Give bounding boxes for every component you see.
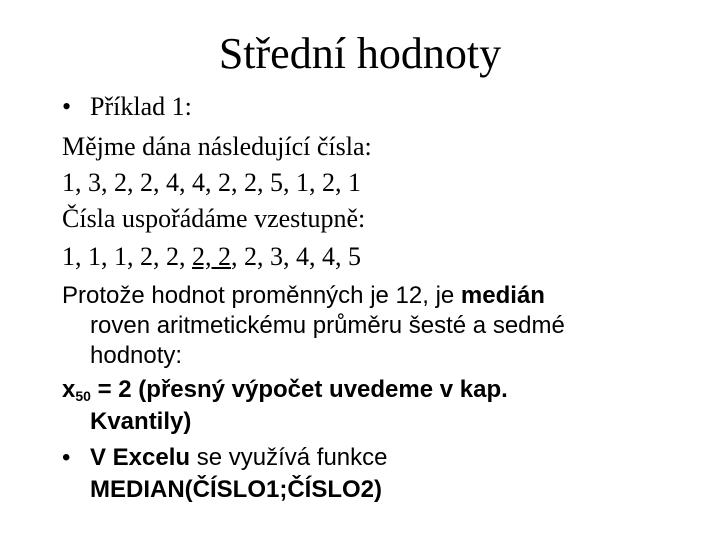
explanation-line-3: hodnoty: (90, 342, 183, 369)
formula-rest: = 2 (přesný výpočet uvedeme v kap. (90, 376, 508, 403)
example-label: Příklad 1: (90, 92, 192, 121)
excel-term: V Excelu (90, 444, 191, 471)
bullet-excel (62, 444, 388, 472)
numbers-line: 1, 3, 2, 2, 4, 4, 2, 2, 5, 1, 2, 1 (62, 168, 361, 197)
bullet-dot: • (62, 444, 71, 471)
sorted-after: , 2, 3, 4, 4, 5 (231, 242, 361, 271)
explanation-text: Protože hodnot proměnných je 12, je (62, 282, 461, 309)
formula-line-1 (62, 376, 508, 404)
sorted-numbers-line (62, 242, 361, 272)
sorted-middle-underlined: 2, 2 (192, 242, 231, 271)
bullet-dot: • (62, 92, 72, 121)
formula-var: x (62, 376, 76, 403)
bullet-example (62, 92, 192, 122)
formula-subscript: 50 (75, 388, 91, 404)
median-function: MEDIAN(ČÍSLO1;ČÍSLO2) (90, 476, 383, 503)
explanation-line-2: roven aritmetickému průměru šesté a sedmé (90, 312, 565, 339)
sorted-before: 1, 1, 1, 2, 2, (62, 242, 192, 271)
intro-line: Mějme dána následující čísla: (62, 132, 372, 161)
median-term: medián (460, 282, 545, 309)
slide-title: Střední hodnoty (218, 29, 502, 78)
excel-text: se využívá funkce (190, 444, 388, 471)
formula-line-2: Kvantily) (90, 408, 192, 435)
sort-label-line: Čísla uspořádáme vzestupně: (62, 204, 366, 233)
explanation-line-1 (62, 282, 545, 310)
